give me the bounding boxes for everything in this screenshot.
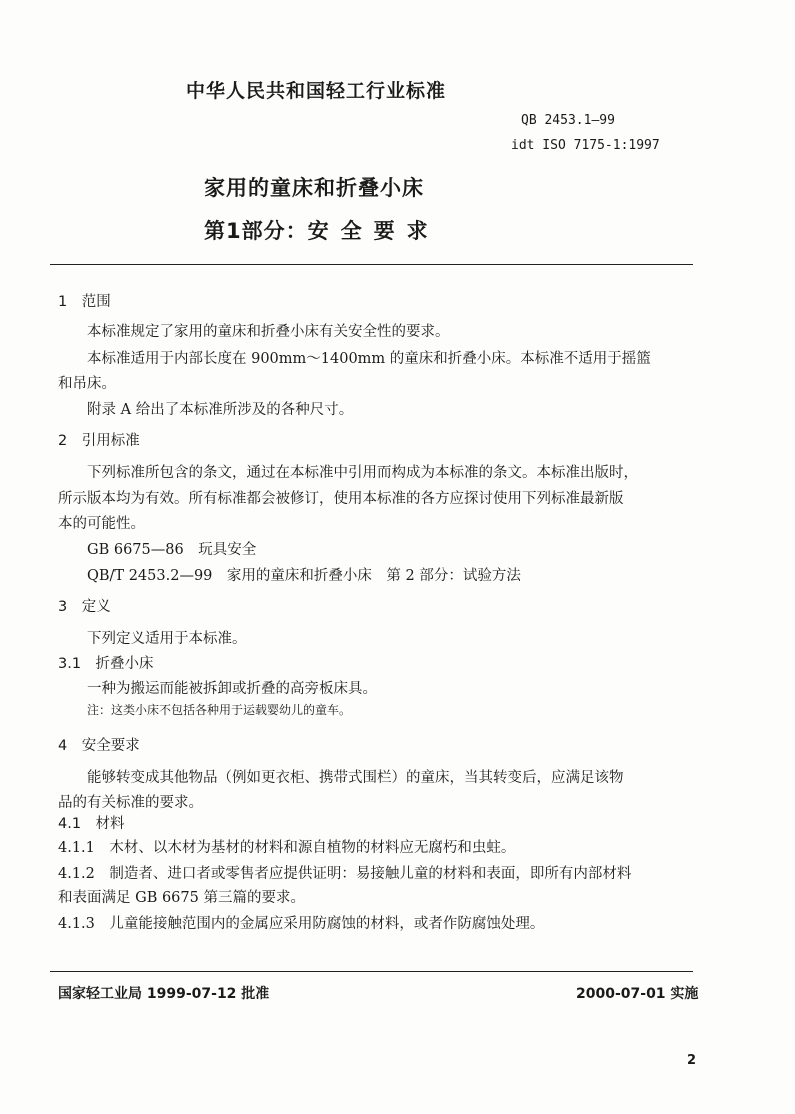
approval-date: 国家轻工业局 1999-07-12 批准 bbox=[58, 986, 270, 1002]
section-1-paragraph-2-line-1: 本标准适用于内部长度在 900mm～1400mm 的童床和折叠小床。本标准不适用于摇篮 bbox=[87, 351, 651, 367]
section-1-paragraph-3: 附录 A 给出了本标准所涉及的各种尺寸。 bbox=[87, 402, 354, 418]
issuing-organization: 中华人民共和国轻工行业标准 bbox=[186, 80, 447, 102]
section-4-paragraph-line-1: 能够转变成其他物品（例如更衣柜、携带式围栏）的童床，当其转变后，应满足该物 bbox=[87, 770, 624, 786]
section-3-1-heading: 3.1 折叠小床 bbox=[58, 656, 154, 672]
section-1-paragraph-2-line-2: 和吊床。 bbox=[58, 376, 116, 392]
section-4-1-heading: 4.1 材料 bbox=[58, 816, 125, 832]
document-subtitle bbox=[204, 215, 440, 245]
section-1-heading: 1 范围 bbox=[58, 294, 111, 310]
section-4-1-3: 4.1.3 儿童能接触范围内的金属应采用防腐蚀的材料，或者作防腐蚀处理。 bbox=[58, 916, 545, 932]
section-4-heading: 4 安全要求 bbox=[58, 738, 140, 754]
document-title: 家用的童床和折叠小床 bbox=[204, 176, 424, 200]
footer-divider bbox=[50, 971, 693, 972]
section-4-paragraph-line-2: 品的有关标准的要求。 bbox=[58, 795, 203, 811]
header-divider bbox=[50, 264, 693, 265]
standard-code: QB 2453.1—99 bbox=[521, 113, 615, 128]
subtitle-prefix: 第1部分： bbox=[204, 219, 308, 243]
reference-standard-2: QB/T 2453.2—99 家用的童床和折叠小床 第 2 部分：试验方法 bbox=[87, 568, 521, 584]
section-1-paragraph-1: 本标准规定了家用的童床和折叠小床有关安全性的要求。 bbox=[87, 324, 450, 340]
section-2-paragraph-line-1: 下列标准所包含的条文，通过在本标准中引用而构成为本标准的条文。本标准出版时， bbox=[87, 465, 638, 481]
section-4-1-2-line-1: 4.1.2 制造者、进口者或零售者应提供证明：易接触儿童的材料和表面，即所有内部材料 bbox=[58, 866, 632, 882]
section-2-paragraph-line-2: 所示版本均为有效。所有标准都会被修订，使用本标准的各方应探讨使用下列标准最新版 bbox=[58, 491, 624, 507]
page-number: 2 bbox=[687, 1053, 697, 1068]
section-3-1-note: 注：这类小床不包括各种用于运载婴幼儿的童车。 bbox=[87, 703, 352, 717]
effective-date: 2000-07-01 实施 bbox=[576, 986, 699, 1002]
subtitle-main: 安全要求 bbox=[307, 219, 440, 243]
section-4-1-1: 4.1.1 木材、以木材为基材的材料和源自植物的材料应无腐朽和虫蛀。 bbox=[58, 840, 516, 856]
section-3-1-definition: 一种为搬运而能被拆卸或折叠的高旁板床具。 bbox=[87, 681, 377, 697]
reference-standard-1: GB 6675—86 玩具安全 bbox=[87, 542, 257, 558]
standard-equivalence: idt ISO 7175-1:1997 bbox=[511, 138, 660, 153]
section-2-paragraph-line-3: 本的可能性。 bbox=[58, 516, 145, 532]
section-3-heading: 3 定义 bbox=[58, 599, 111, 615]
section-2-heading: 2 引用标准 bbox=[58, 433, 140, 449]
section-3-paragraph: 下列定义适用于本标准。 bbox=[87, 631, 247, 647]
section-4-1-2-line-2: 和表面满足 GB 6675 第三篇的要求。 bbox=[58, 890, 305, 906]
